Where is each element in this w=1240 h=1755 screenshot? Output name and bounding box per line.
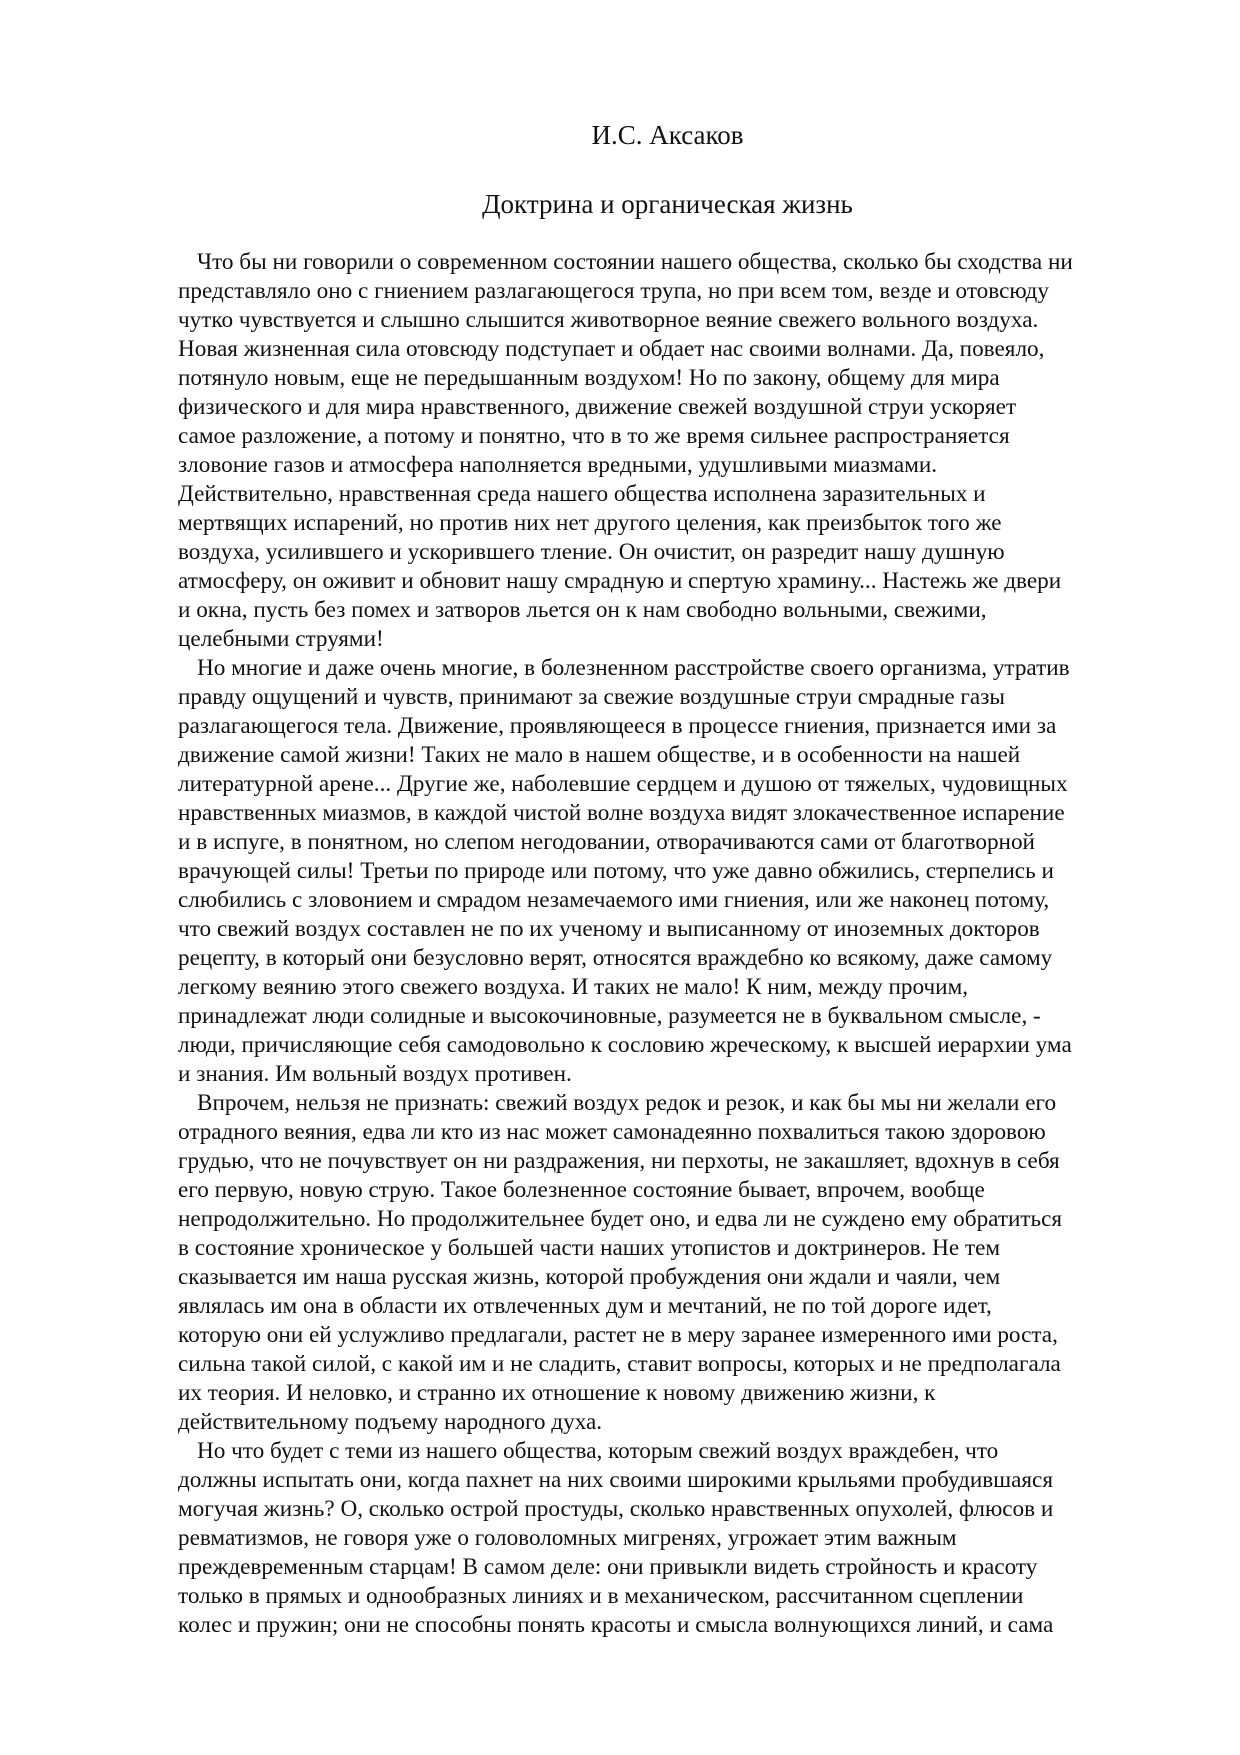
text-line: Впрочем, нельзя не признать: свежий воздух редок и резок, и как бы мы ни желали его xyxy=(197,1090,1057,1116)
text-line: сильна такой силой, с какой им и не сладить, ставит вопросы, которых и не предполагала xyxy=(178,1351,1061,1377)
text-line: легкому веянию этого свежего воздуха. И таких не мало! К ним, между прочим, xyxy=(178,974,969,1000)
text-line: самое разложение, а потому и понятно, что в то же время сильнее распространяется xyxy=(178,423,1010,449)
text-line: грудью, что не почувствует он ни раздражения, ни перхоты, не закашляет, вдохнув в себя xyxy=(178,1148,1060,1174)
text-line: литературной арене... Другие же, наболевшие сердцем и душою от тяжелых, чудовищных xyxy=(178,771,1068,797)
text-line: физического и для мира нравственного, движение свежей воздушной струи ускоряет xyxy=(178,394,1017,420)
text-line: только в прямых и однообразных линиях и в механическом, рассчитанном сцеплении xyxy=(178,1583,1024,1609)
text-line: слюбились с зловонием и смрадом незамечаемого ими гниения, или же наконец потому, xyxy=(178,887,1050,913)
text-line: что свежий воздух составлен не по их ученому и выписанному от иноземных докторов xyxy=(178,916,1040,942)
text-line: представляло оно с гниением разлагающегося трупа, но при всем том, везде и отовсюду xyxy=(178,278,1049,304)
text-line: Новая жизненная сила отовсюду подступает и обдает нас своими волнами. Да, повеяло, xyxy=(178,336,1045,362)
text-line: и в испуге, в понятном, но слепом негодовании, отворачиваются сами от благотворной xyxy=(178,829,1035,855)
text-line: зловоние газов и атмосфера наполняется вредными, удушливыми миазмами. xyxy=(178,452,938,478)
paragraph xyxy=(178,1437,1178,1640)
text-line: колес и пружин; они не способны понять красоты и смысла волнующихся линий, и сама xyxy=(178,1612,1054,1638)
paragraph xyxy=(178,248,1178,654)
text-line: непродолжительно. Но продолжительнее будет оно, и едва ли не суждено ему обратиться xyxy=(178,1206,1063,1232)
text-line: Но многие и даже очень многие, в болезненном расстройстве своего организма, утратив xyxy=(197,655,1070,681)
text-line: сказывается им наша русская жизнь, которой пробуждения они ждали и чаяли, чем xyxy=(178,1264,1001,1290)
document-title: Доктрина и органическая жизнь xyxy=(482,189,853,219)
text-line: в состояние хроническое у большей части наших утопистов и доктринеров. Не тем xyxy=(178,1235,1001,1261)
text-line: атмосферу, он оживит и обновит нашу смрадную и спертую храмину... Настежь же двери xyxy=(178,568,1062,594)
text-line: должны испытать они, когда пахнет на них своими широкими крыльями пробудившаяся xyxy=(178,1467,1053,1493)
text-line: преждевременным старцам! В самом деле: они привыкли видеть стройность и красоту xyxy=(178,1554,1038,1580)
text-line: отрадного веяния, едва ли кто из нас может самонадеянно похвалиться такою здоровою xyxy=(178,1119,1046,1145)
text-line: рецепту, в который они безусловно верят, относятся враждебно ко всякому, даже самому xyxy=(178,945,1053,971)
author-name: И.С. Аксаков xyxy=(591,120,744,150)
text-line: люди, причисляющие себя самодовольно к сословию жреческому, к высшей иерархии ума xyxy=(178,1032,1072,1058)
text-line: действительному подъему народного духа. xyxy=(178,1409,603,1435)
text-line: которую они ей услужливо предлагали, растет не в меру заранее измеренного ими роста, xyxy=(178,1322,1058,1348)
paragraph xyxy=(178,654,1178,1089)
text-line: чутко чувствуется и слышно слышится животворное веяние свежего вольного воздуха. xyxy=(178,307,1039,333)
text-line: его первую, новую струю. Такое болезненное состояние бывает, впрочем, вообще xyxy=(178,1177,985,1203)
paragraph xyxy=(178,1089,1178,1437)
text-line: Действительно, нравственная среда нашего общества исполнена заразительных и xyxy=(178,481,986,507)
text-line: являлась им она в области их отвлеченных дум и мечтаний, не по той дороге идет, xyxy=(178,1293,992,1319)
text-line: и знания. Им вольный воздух противен. xyxy=(178,1061,572,1087)
text-line: потянуло новым, еще не передышанным воздухом! Но по закону, общему для мира xyxy=(178,365,1000,391)
text-line: целебными струями! xyxy=(178,626,384,652)
text-line: их теория. И неловко, и странно их отношение к новому движению жизни, к xyxy=(178,1380,936,1406)
text-line: движение самой жизни! Таких не мало в нашем обществе, и в особенности на нашей xyxy=(178,742,1021,768)
text-line: Что бы ни говорили о современном состоянии нашего общества, сколько бы сходства ни xyxy=(197,249,1073,275)
article-body xyxy=(178,248,1178,1640)
text-line: могучая жизнь? О, сколько острой простуды, сколько нравственных опухолей, флюсов и xyxy=(178,1496,1054,1522)
text-line: Но что будет с теми из нашего общества, которым свежий воздух враждебен, что xyxy=(197,1438,999,1464)
text-line: разлагающегося тела. Движение, проявляющееся в процессе гниения, признается ими за xyxy=(178,713,1057,739)
text-line: мертвящих испарений, но против них нет другого целения, как преизбыток того же xyxy=(178,510,1002,536)
text-line: воздуха, усилившего и ускорившего тление. Он очистит, он разредит нашу душную xyxy=(178,539,1005,565)
text-line: нравственных миазмов, в каждой чистой волне воздуха видят злокачественное испарение xyxy=(178,800,1065,826)
text-line: ревматизмов, не говоря уже о головоломных мигренях, угрожает этим важным xyxy=(178,1525,957,1551)
text-line: врачующей силы! Третьи по природе или потому, что уже давно обжились, стерпелись и xyxy=(178,858,1054,884)
text-line: и окна, пусть без помех и затворов льется он к нам свободно вольными, свежими, xyxy=(178,597,987,623)
text-line: правду ощущений и чувств, принимают за свежие воздушные струи смрадные газы xyxy=(178,684,1005,710)
text-line: принадлежат люди солидные и высокочиновные, разумеется не в буквальном смысле, - xyxy=(178,1003,1041,1029)
